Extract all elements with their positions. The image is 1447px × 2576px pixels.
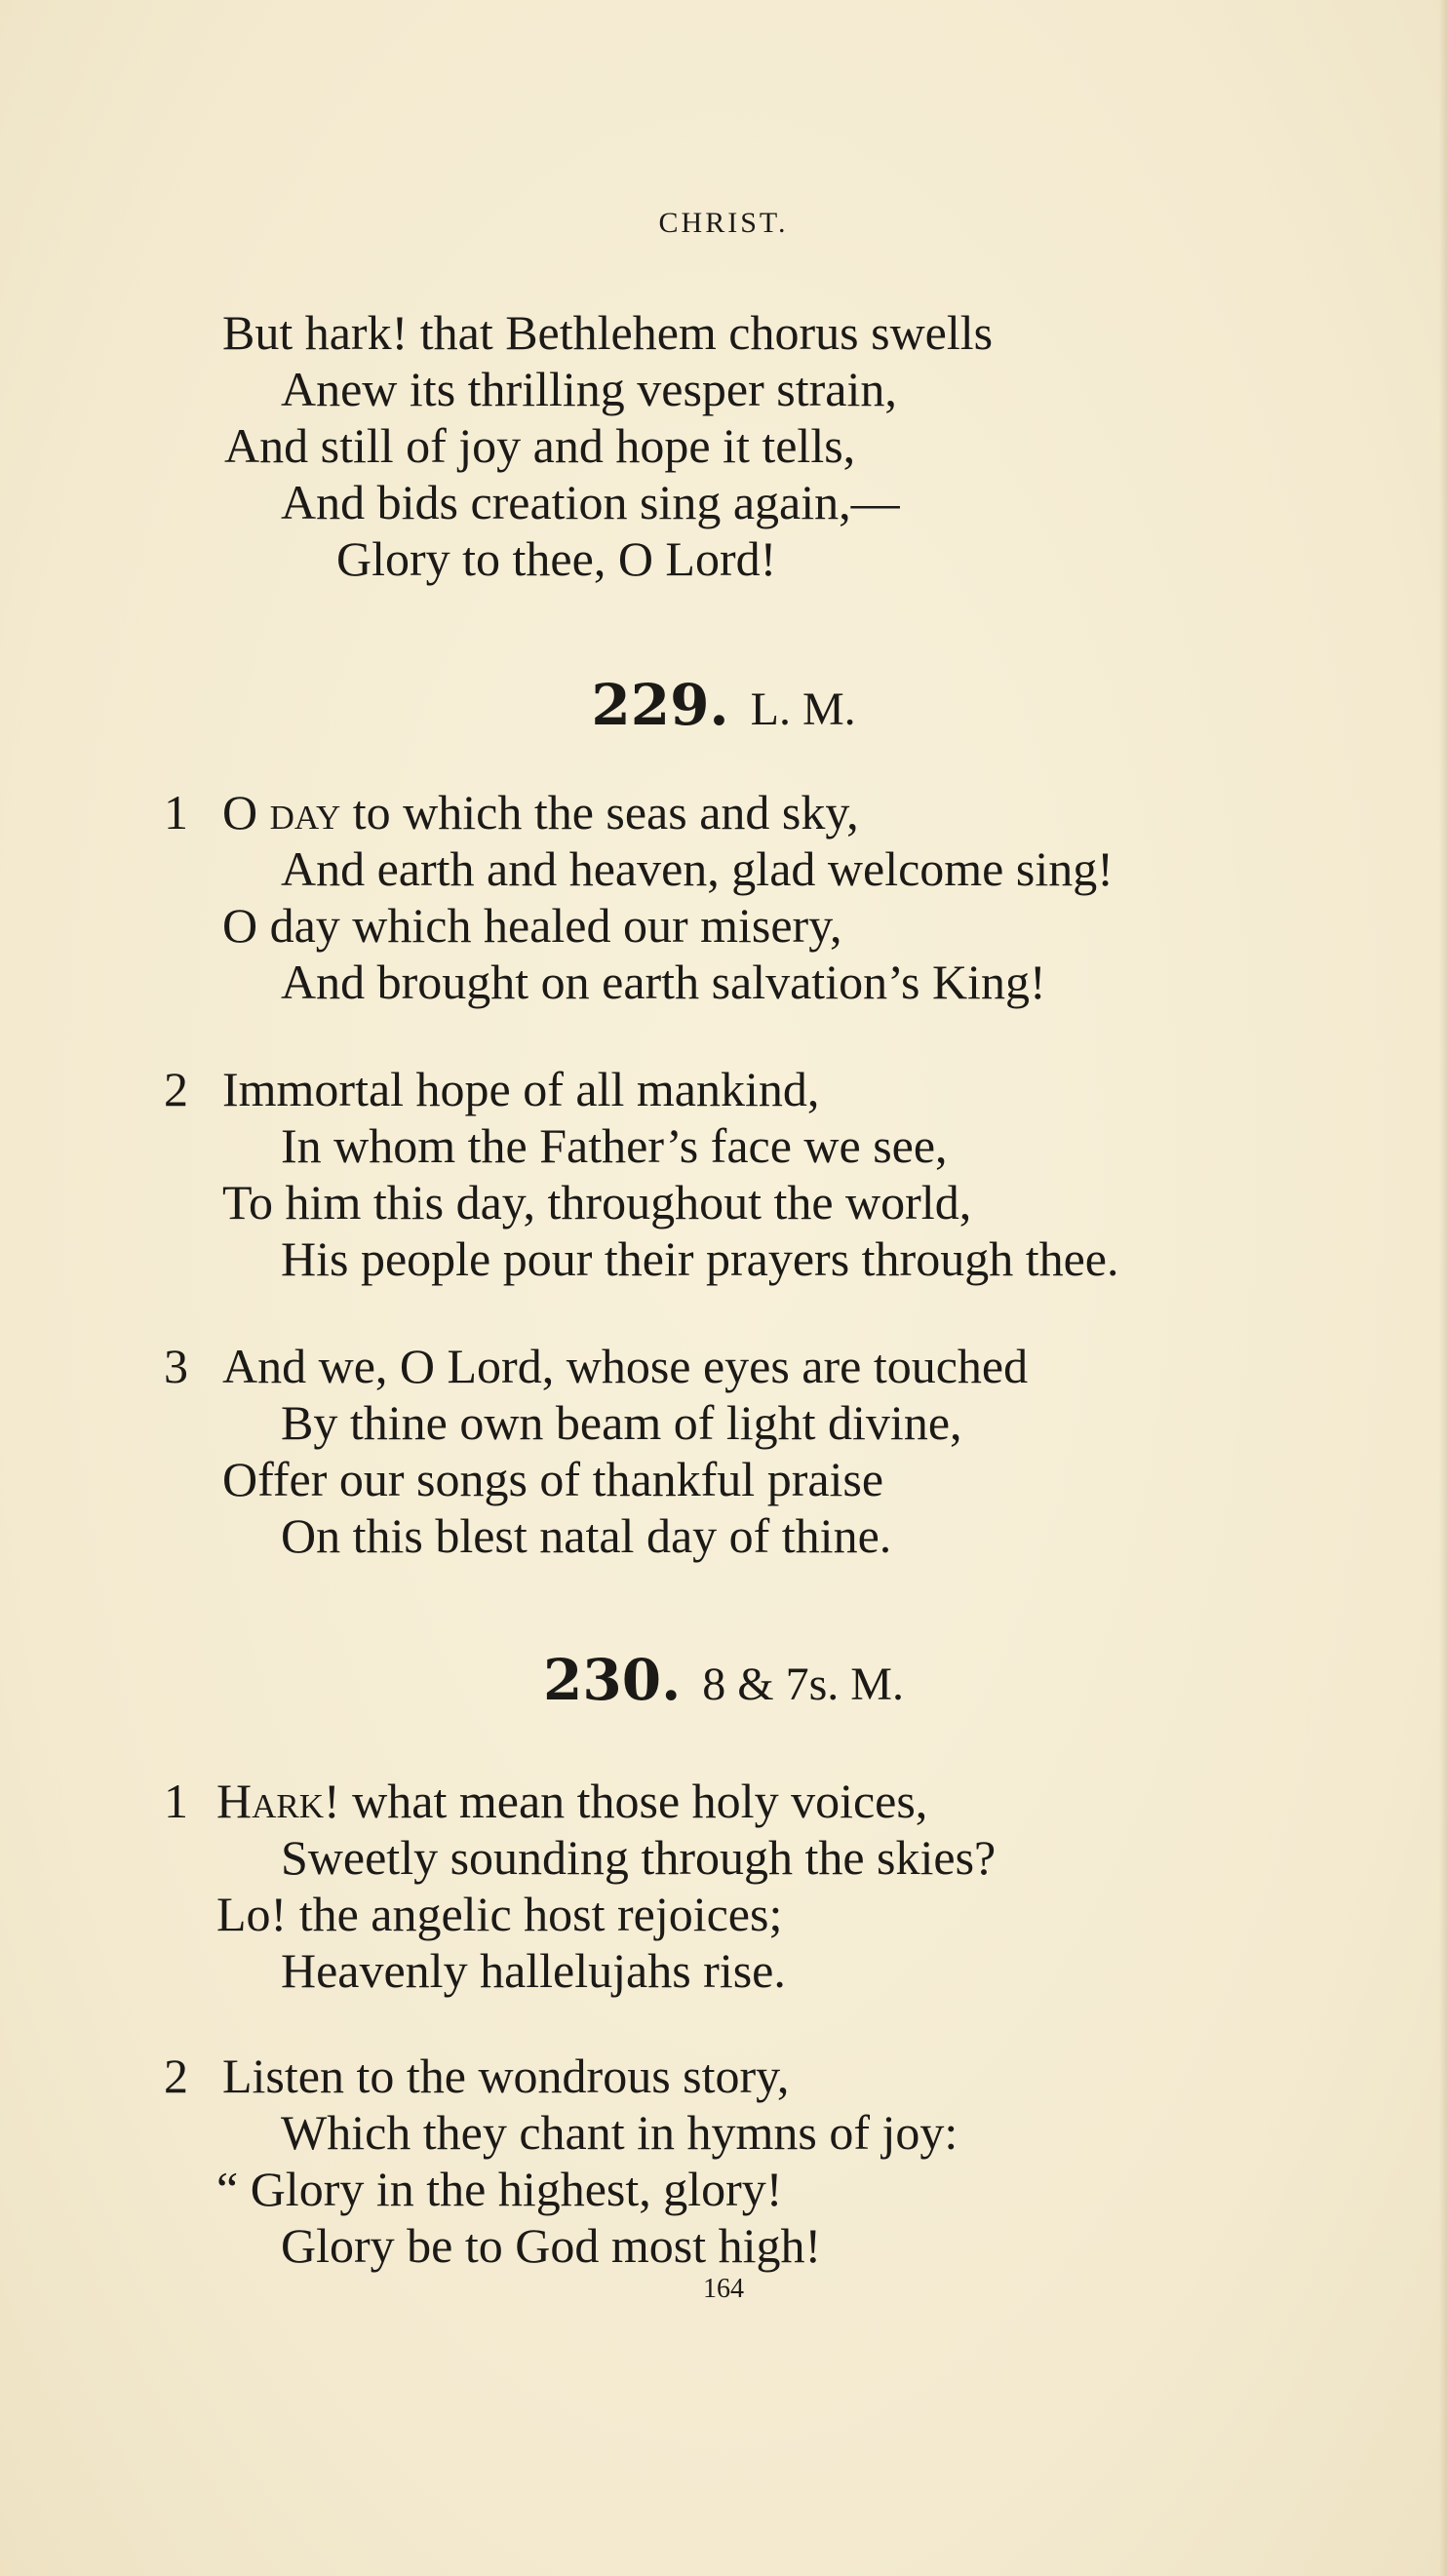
- running-header: CHRIST.: [658, 207, 789, 239]
- verse-line: By thine own beam of light divine,: [281, 1395, 962, 1450]
- verse-line-rest: to which the seas and sky,: [340, 785, 859, 839]
- hymn-229-heading: [0, 672, 1447, 738]
- verse-line: And brought on earth salvation’s King!: [281, 955, 1046, 1009]
- verse-line: And earth and heaven, glad welcome sing!: [281, 841, 1114, 896]
- hymn-230-heading: [0, 1647, 1447, 1713]
- verse-initial-words: Hark: [216, 1774, 325, 1828]
- verse-line: Immortal hope of all mankind,: [222, 1062, 820, 1116]
- verse-line: [222, 784, 859, 840]
- verse-line: Listen to the wondrous story,: [222, 2049, 790, 2103]
- verse-line: “ Glory in the highest, glory!: [216, 2162, 783, 2216]
- verse-line: To him this day, throughout the world,: [222, 1175, 972, 1229]
- verse-line: [216, 1773, 927, 1829]
- verse-line: On this blest natal day of thine.: [281, 1508, 892, 1563]
- hymn-meter: 8 & 7s. M.: [702, 1659, 904, 1710]
- stanza-line: But hark! that Bethlehem chorus swells: [222, 305, 994, 360]
- stanza-line: And bids creation sing again,—: [281, 475, 900, 529]
- verse-number: 1: [164, 1774, 188, 1828]
- verse-line: Offer our songs of thankful praise: [222, 1452, 884, 1506]
- hymn-number: 230.: [543, 1647, 682, 1713]
- verse-line: In whom the Father’s face we see,: [281, 1118, 948, 1173]
- verse-number: 2: [164, 2049, 188, 2103]
- verse-number: 3: [164, 1339, 188, 1393]
- hymn-meter: L. M.: [750, 683, 856, 735]
- stanza-line: Glory to thee, O Lord!: [336, 531, 777, 586]
- verse-number: 2: [164, 1062, 188, 1116]
- page-number: 164: [703, 2274, 744, 2304]
- verse-line-rest: ! what mean those holy voices,: [324, 1774, 928, 1828]
- stanza-line: And still of joy and hope it tells,: [224, 418, 856, 473]
- verse-line: And we, O Lord, whose eyes are touched: [222, 1339, 1029, 1393]
- stanza-line: Anew its thrilling vesper strain,: [281, 362, 897, 416]
- page-edge-shadow: [1439, 0, 1447, 2576]
- verse-line: Glory be to God most high!: [281, 2218, 822, 2273]
- verse-line: His people pour their prayers through thee.: [281, 1231, 1119, 1286]
- verse-line: Heavenly hallelujahs rise.: [281, 1943, 786, 1998]
- hymn-number: 229.: [591, 672, 729, 738]
- verse-initial-words: O day: [222, 785, 341, 839]
- verse-line: Lo! the angelic host rejoices;: [216, 1887, 783, 1941]
- verse-line: Which they chant in hymns of joy:: [281, 2105, 958, 2160]
- verse-line: O day which healed our misery,: [222, 898, 842, 953]
- verse-number: 1: [164, 785, 188, 839]
- verse-line: Sweetly sounding through the skies?: [281, 1830, 997, 1885]
